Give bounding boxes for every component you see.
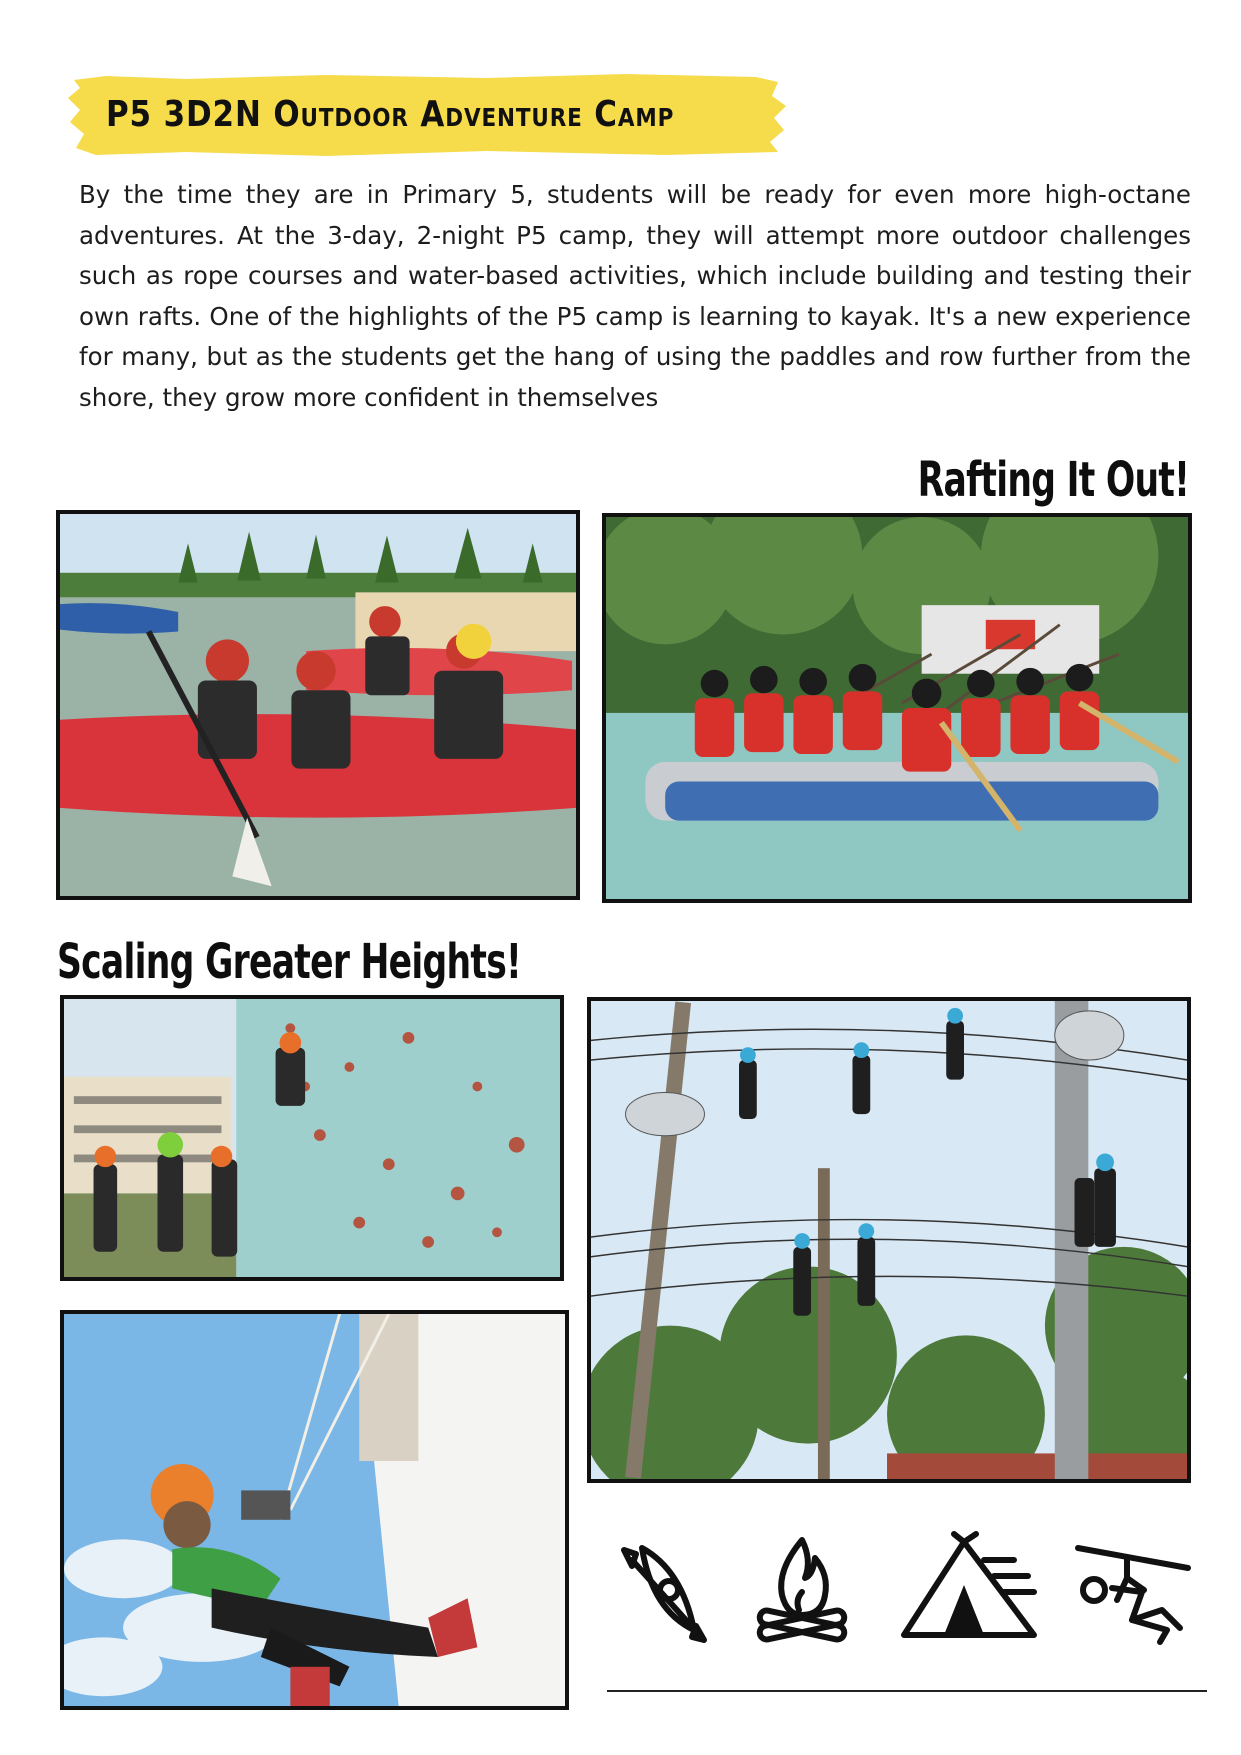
- climbing-wall-photo: [60, 995, 564, 1281]
- rafting-photo: [602, 513, 1192, 903]
- zipline-icon: [1072, 1530, 1192, 1650]
- campfire-icon: [747, 1530, 857, 1650]
- page-title: P5 3D2N Outdoor Adventure Camp: [106, 94, 675, 135]
- kayaking-photo: [56, 510, 580, 900]
- rafting-heading: Rafting It Out!: [917, 452, 1189, 508]
- tent-icon: [894, 1530, 1044, 1650]
- kayak-icon: [612, 1530, 722, 1650]
- title-banner: [66, 72, 792, 158]
- scaling-heading: Scaling Greater Heights!: [57, 934, 522, 990]
- activity-icons: [612, 1530, 1192, 1660]
- intro-paragraph: By the time they are in Primary 5, students will be ready for even more high-octane adventures. At the 3-day, 2-night P5 camp, they will attempt more outdoor challenges such as rope courses and water-based activities, which include building and testing their own rafts. One of the highlights of the P5 camp is learning to kayak. It's a new experience for many, but as the students get the hang of using the paddles and row further from the shore, they grow more confident in themselves: [79, 180, 1191, 412]
- ropes-course-photo: [587, 997, 1191, 1483]
- bottom-divider: [607, 1690, 1207, 1692]
- abseiling-photo: [60, 1310, 569, 1710]
